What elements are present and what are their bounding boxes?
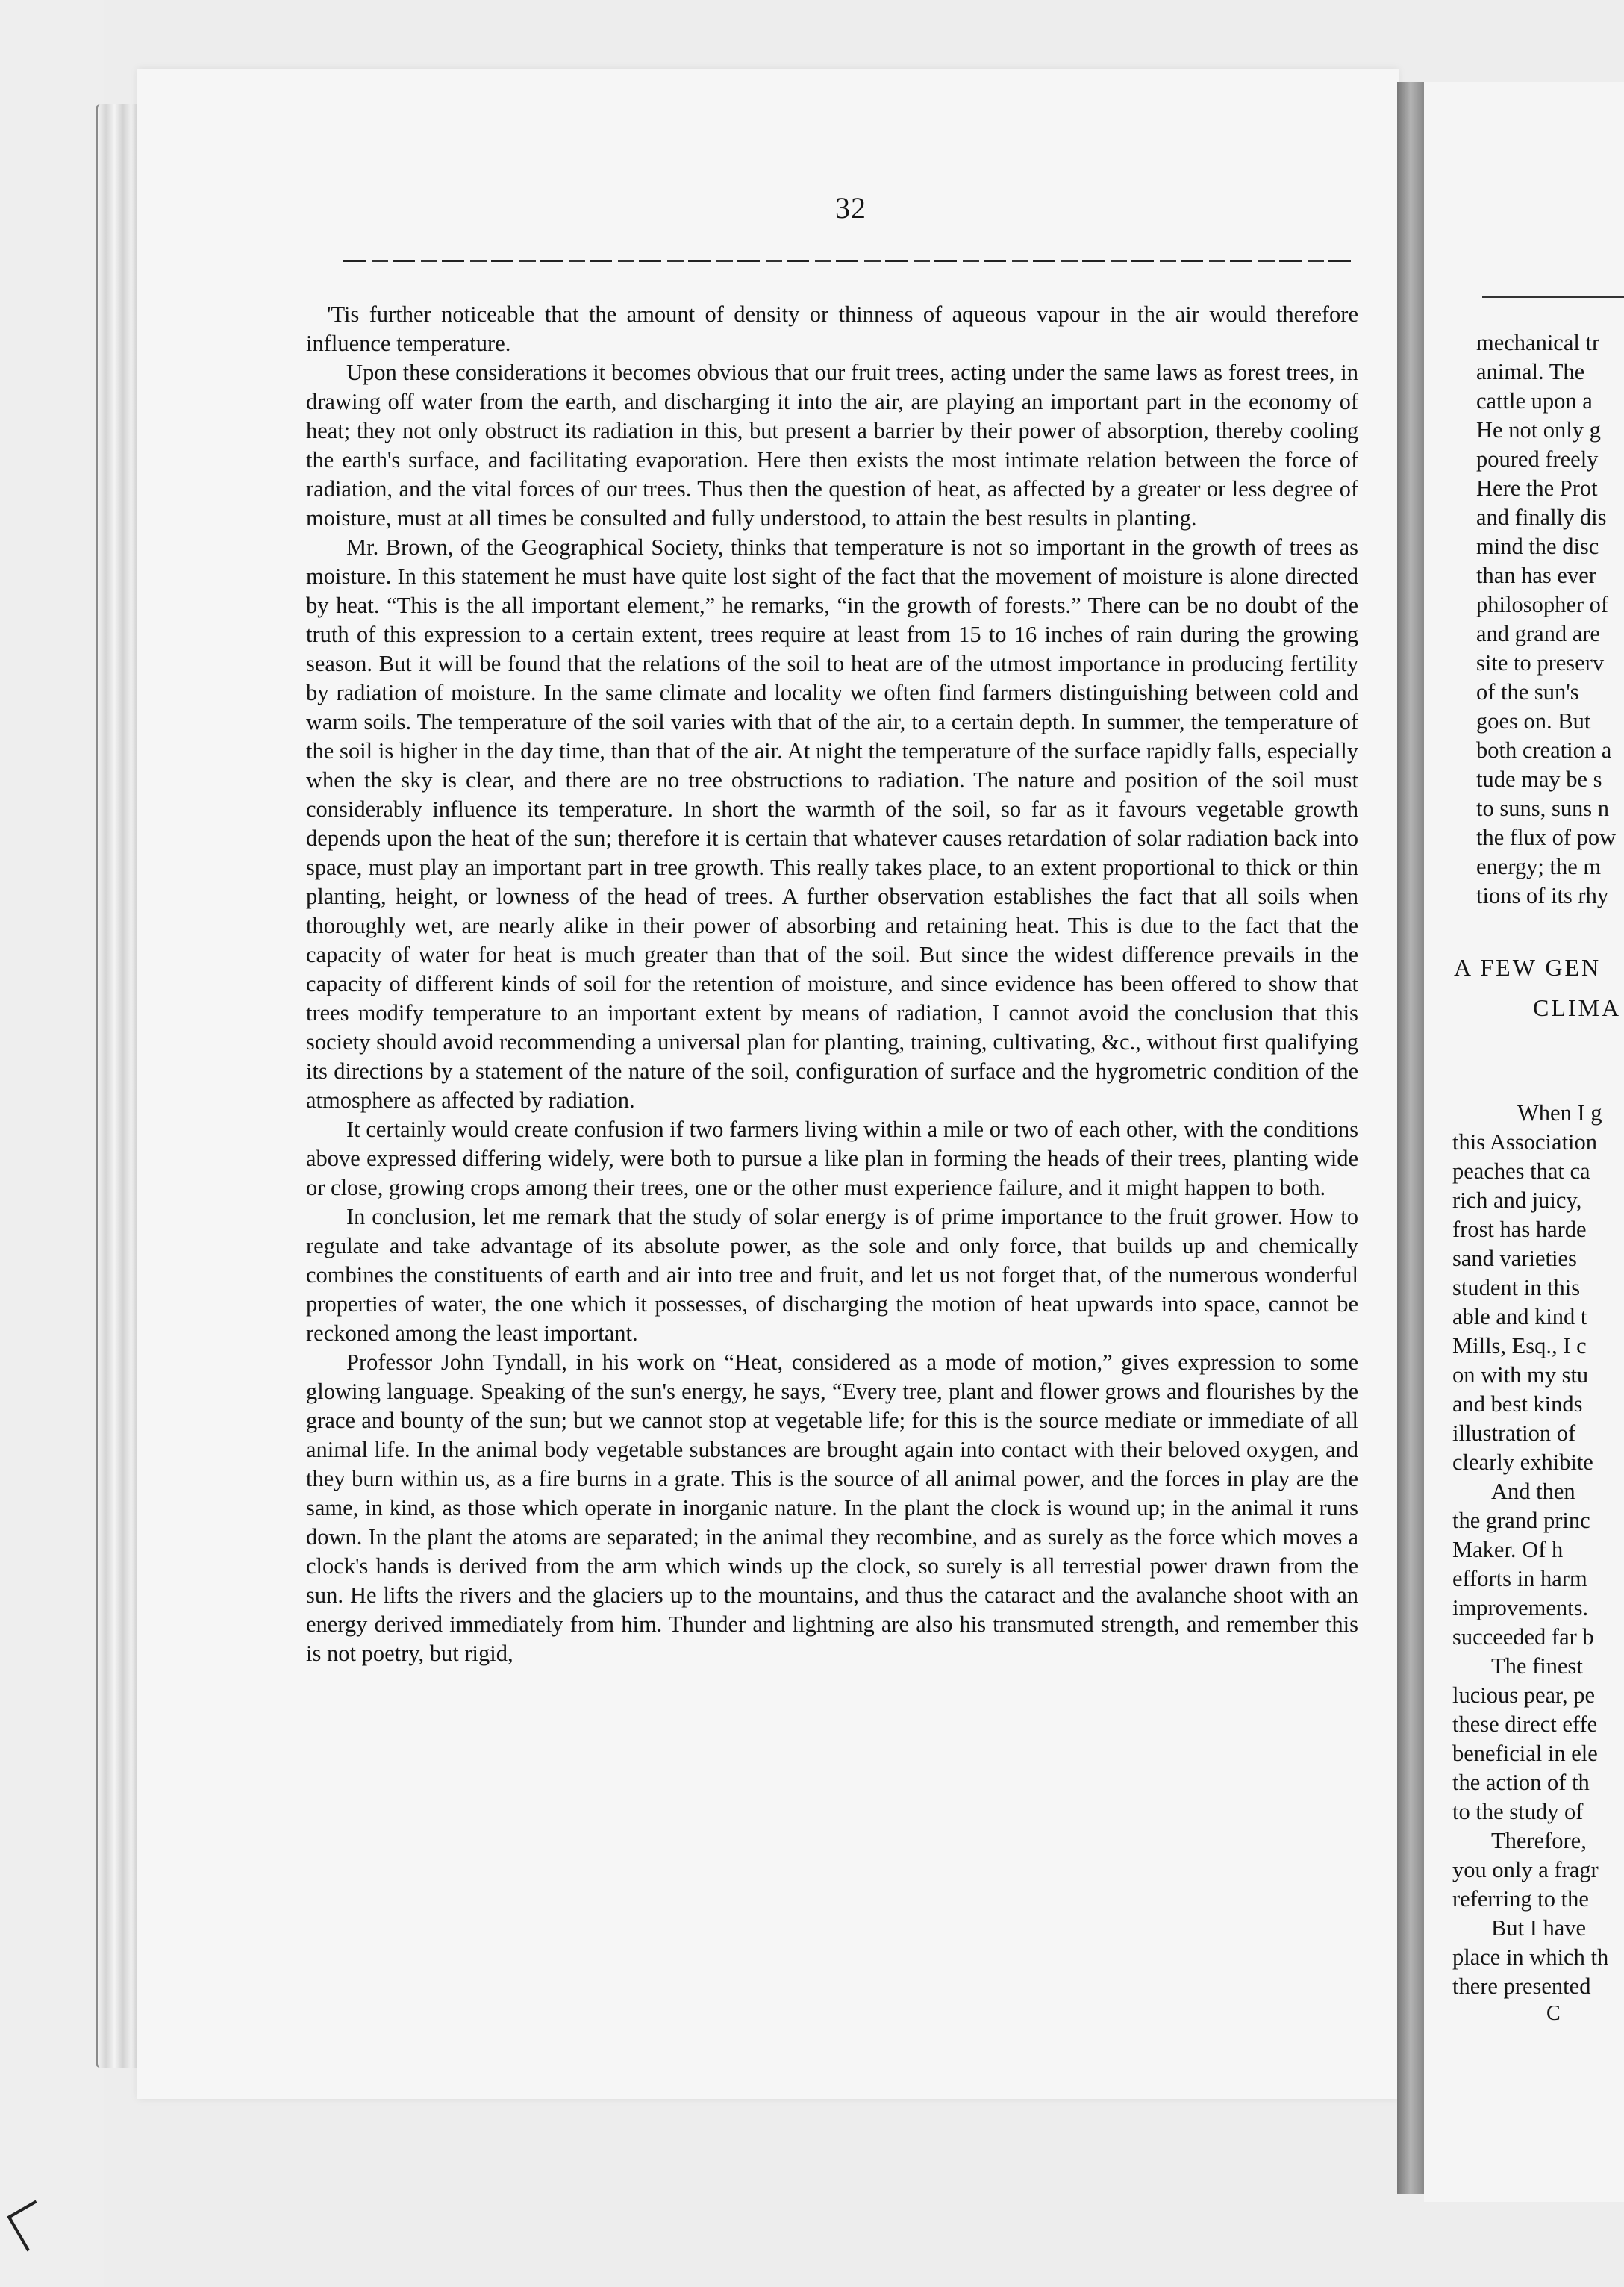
right-line: energy; the m [1476,854,1602,879]
right-line: on with my stu [1452,1362,1589,1388]
right-line: both creation a [1476,737,1612,763]
right-line: improvements. [1452,1595,1589,1620]
right-line: beneficial in ele [1452,1741,1598,1766]
book-gutter [1397,82,1424,2194]
right-line: When I g [1517,1100,1602,1126]
right-line: you only a fragr [1452,1857,1599,1882]
right-line: mechanical tr [1476,330,1600,355]
right-line: philosopher of [1476,592,1609,617]
right-line: these direct effe [1452,1712,1598,1737]
right-line: there presented [1452,1974,1591,1999]
right-line: to suns, suns n [1476,796,1609,821]
right-line: cattle upon a [1476,388,1593,414]
signature-mark: C [1546,2002,1561,2025]
right-line: Therefore, [1491,1828,1587,1853]
book-page-edges [96,104,140,2068]
right-section-heading-line-2: CLIMA [1533,994,1622,1021]
right-line: and grand are [1476,621,1600,646]
scan-margin [0,0,104,2287]
page-number: 32 [835,191,866,225]
right-line: efforts in harm [1452,1566,1587,1591]
right-line: and finally dis [1476,505,1607,530]
paragraph-2: Upon these considerations it becomes obvious that our fruit trees, acting under the same laws as forest trees, in drawing off water from the earth, and discharging it into the air, are playing an important part in the economy of heat; they not only obstruct its radiation in this, but present a barrier by their power of absorption, thereby cooling the earth's surface, and facilitating evaporation. Here then exists the most intimate relation between the force of radiation, and the vital forces of our trees. Thus then the question of heat, as affected by a greater or less degree of moisture, must at all times be consulted and fully understood, to attain the best results in planting. [306,360,1358,531]
paragraph-4: It certainly would create confusion if two farmers living within a mile or two of each other, with the conditions above expressed differing widely, were both to pursue a like plan in forming the heads of their trees, planting wide or close, growing crops among their trees, one or the other must experience failure, and it might happen to both. [306,1117,1358,1200]
right-line: And then [1491,1479,1575,1504]
right-line: able and kind t [1452,1304,1587,1329]
right-line: student in this [1452,1275,1581,1300]
paragraph-5: In conclusion, let me remark that the study of solar energy is of prime importance to the fruit grower. How to regulate and take advantage of its absolute power, as the sole and only force, that builds up and chemically combines the constituents of earth and air into tree and fruit, and let us not forget that, of the numerous wonderful properties of water, the one which it possesses, of discharging the motion of heat upwards into space, cannot be reckoned among the least important. [306,1204,1358,1346]
paragraph-3: Mr. Brown, of the Geographical Society, thinks that temperature is not so important in the growth of trees as moisture. In this statement he must have quite lost sight of the fact that the movement of moisture is alone directed by heat. “This is the all important element,” he remarks, “in the growth of forests.” There can be no doubt of the truth of this expression to a certain extent, trees require at least from 15 to 16 inches of rain during the growing season. But it will be found that the relations of the soil to heat are of the utmost importance in producing fertility by radiation of moisture. In the same climate and locality we often find farmers distinguishing between cold and warm soils. The temperature of the soil varies with that of the air, to a certain depth. In summer, the temperature of the soil is higher in the day time, than that of the air. At night the temperature of the surface rapidly falls, especially when the sky is clear, and there are no tree obstructions to radiation. The nature and position of the soil must considerably influence its temperature. In short the warmth of the soil, so far as it favours vegetable growth depends upon the heat of the sun; therefore it is certain that whatever causes retardation of solar radiation back into space, must play an important part in tree growth. This really takes place, to an extent proportional to thick or thin planting, height, or lowness of the head of trees. A further observation establishes the fact that all soils when thoroughly wet, are nearly alike in their power of absorbing and retaining heat. This is due to the fact that the capacity of water for heat is much greater than that of the soil. But since the widest difference prevails in the capacity of different kinds of soil for the retention of moisture, and since evidence has been offered to show that trees modify temperature to an important extent by means of radiation, I cannot avoid the conclusion that this society should avoid recommending a universal plan for planting, training, cultivating, &c., without first qualifying its directions by a statement of the nature of the soil, configuration of surface and the hygrometric condition of the atmosphere as affected by radiation. [306,534,1358,1113]
right-line: rich and juicy, [1452,1188,1582,1213]
right-line: Here the Prot [1476,475,1598,501]
right-line: the action of th [1452,1770,1590,1795]
right-line: peaches that ca [1452,1158,1590,1184]
right-line: lucious pear, pe [1452,1682,1596,1708]
right-line: Maker. Of h [1452,1537,1564,1562]
right-line: mind the disc [1476,534,1599,559]
header-rule [343,260,1351,262]
page-body-text [306,300,1358,1668]
right-line: than has ever [1476,563,1596,588]
right-line: site to preserv [1476,650,1605,676]
right-line: animal. The [1476,359,1585,384]
right-line: the flux of pow [1476,825,1617,850]
right-line: the grand princ [1452,1508,1590,1533]
right-line: illustration of [1452,1420,1576,1446]
right-line: frost has harde [1452,1217,1587,1242]
right-line: He not only g [1476,417,1601,443]
right-line: Mills, Esq., I c [1452,1333,1587,1358]
right-line: to the study of [1452,1799,1584,1824]
right-book-page [1424,82,1624,2202]
right-line: goes on. But [1476,708,1591,734]
right-line: this Association [1452,1129,1598,1155]
right-line: referring to the [1452,1886,1589,1912]
right-line: tude may be s [1476,767,1602,792]
right-line: of the sun's [1476,679,1579,705]
right-line: But I have [1491,1915,1587,1941]
paragraph-1: 'Tis further noticeable that the amount of density or thinness of aqueous vapour in the air would therefore influence temperature. [306,302,1358,356]
right-line: The finest [1491,1653,1583,1679]
right-line: clearly exhibite [1452,1450,1593,1475]
right-line: poured freely [1476,446,1599,472]
paragraph-6: Professor John Tyndall, in his work on “Heat, considered as a mode of motion,” gives expression to some glowing language. Speaking of the sun's energy, he says, “Every tree, plant and flower grows and flourishes by the grace and bounty of the sun; but we cannot stop at vegetable life; for this is the source mediate or immediate of all animal life. In the animal body vegetable substances are brought again into contact with their beloved oxygen, and they burn within us, as a fire burns in a grate. This is the source of all animal power, and the forces in play are the same, in kind, as those which operate in inorganic nature. In the plant the clock is wound up; in the animal it runs down. In the plant the atoms are separated; in the animal they recombine, and as surely as the force which moves a clock's hands is derived from the arm which winds up the clock, so surely is all terrestial power drawn from the sun. He lifts the rivers and the glaciers up to the mountains, and thus the cataract and the avalanche shoot with an energy derived immediately from him. Thunder and lightning are also his transmuted strength, and remember this is not poetry, but rigid, [306,1350,1358,1666]
right-line: and best kinds [1452,1391,1583,1417]
right-line: tions of its rhy [1476,883,1609,908]
right-line: succeeded far b [1452,1624,1594,1650]
right-line: sand varieties [1452,1246,1577,1271]
right-page-header-rule [1482,296,1624,298]
right-section-heading-line-1: A FEW GEN [1454,954,1602,981]
right-line: place in which th [1452,1944,1609,1970]
